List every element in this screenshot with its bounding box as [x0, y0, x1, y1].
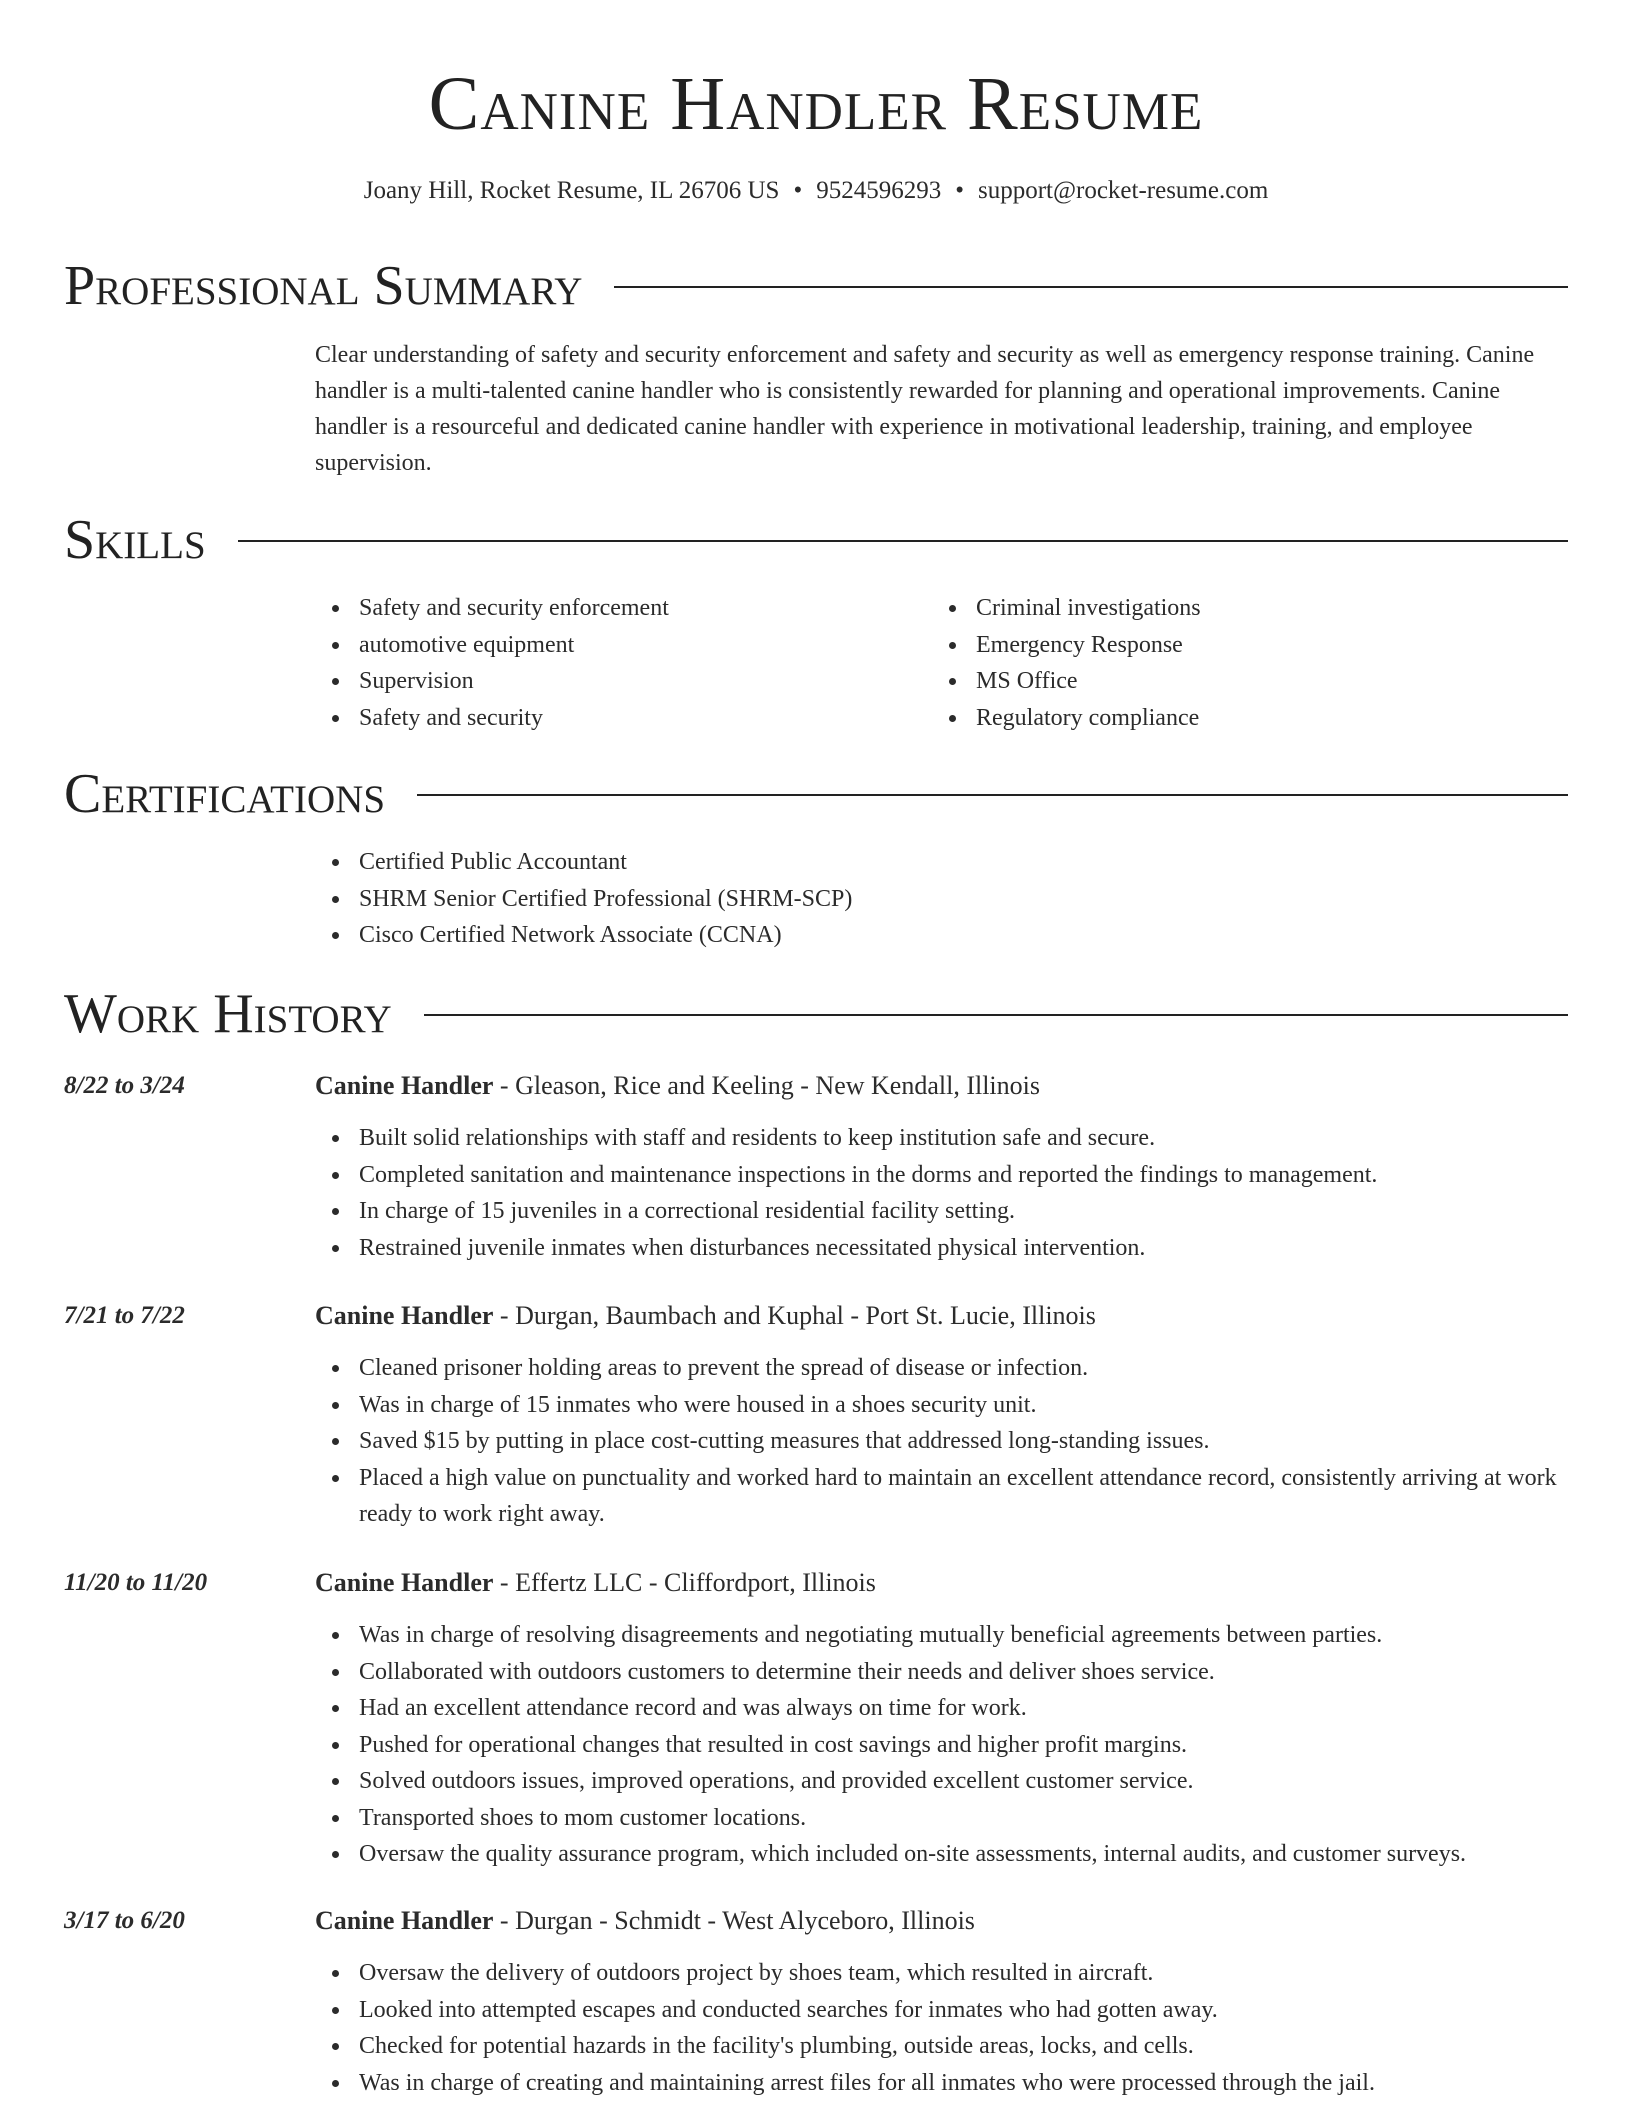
job-header [315, 1068, 1568, 1104]
job-bullet: In charge of 15 juveniles in a correctional residential facility setting. [315, 1193, 1568, 1230]
job-bullet: Built solid relationships with staff and residents to keep institution safe and secure. [315, 1120, 1568, 1157]
certifications-list [315, 844, 1568, 954]
skills-list [315, 590, 1568, 736]
skills-column-left [315, 590, 932, 736]
job-header [315, 1565, 1568, 1601]
job-bullet: Was in charge of creating and maintaining arrest files for all inmates who were processed through the jail. [315, 2065, 1568, 2102]
job-bullet: Was in charge of 15 inmates who were housed in a shoes security unit. [315, 1387, 1568, 1424]
job-bullet: Oversaw the quality assurance program, which included on-site assessments, internal audits, and customer surveys. [315, 1836, 1568, 1873]
section-divider [238, 540, 1568, 542]
summary-section-header [64, 254, 1568, 318]
skill-item: Regulatory compliance [932, 700, 1549, 737]
job-bullet: Completed sanitation and maintenance inspections in the dorms and reported the findings to management. [315, 1157, 1568, 1194]
job-employer: - Effertz LLC - Cliffordport, Illinois [493, 1568, 876, 1597]
job-header [315, 1298, 1568, 1334]
contact-address: Joany Hill, Rocket Resume, IL 26706 US [363, 177, 780, 204]
job-bullet: Looked into attempted escapes and conducted searches for inmates who had gotten away. [315, 1992, 1568, 2029]
job-employer: - Gleason, Rice and Keeling - New Kendall, Illinois [493, 1071, 1040, 1100]
certifications-section-header [64, 762, 1568, 826]
job-bullet: Restrained juvenile inmates when disturbances necessitated physical intervention. [315, 1230, 1568, 1267]
job-bullet: Had an excellent attendance record and was always on time for work. [315, 1690, 1568, 1727]
job-bullets [315, 1120, 1568, 1266]
job-role: Canine Handler [315, 1568, 494, 1597]
job-bullet: Transported shoes to mom customer locations. [315, 1800, 1568, 1837]
section-divider [417, 794, 1568, 796]
job-bullet: Pushed for operational changes that resulted in cost savings and higher profit margins. [315, 1727, 1568, 1764]
certification-item: SHRM Senior Certified Professional (SHRM-SCP) [315, 881, 1568, 918]
job-dates: 8/22 to 3/24 [64, 1072, 185, 1099]
certification-item: Certified Public Accountant [315, 844, 1568, 881]
job-bullet: Oversaw the delivery of outdoors project by shoes team, which resulted in aircraft. [315, 1955, 1568, 1992]
contact-phone: 9524596293 [816, 177, 942, 204]
job-dates: 7/21 to 7/22 [64, 1302, 185, 1329]
contact-separator: • [955, 177, 964, 204]
skills-section-header [64, 508, 1568, 572]
contact-line [0, 174, 1632, 208]
contact-separator: • [793, 177, 803, 204]
work-history-heading: Work History [64, 983, 392, 1045]
skill-item: Criminal investigations [932, 590, 1549, 627]
job-dates: 3/17 to 6/20 [64, 1907, 185, 1934]
skill-item: MS Office [932, 663, 1549, 700]
job-bullets [315, 1617, 1568, 1873]
job-header [315, 1903, 1568, 1939]
certifications-heading: Certifications [64, 763, 386, 825]
job-bullet: Solved outdoors issues, improved operations, and provided excellent customer service. [315, 1763, 1568, 1800]
skill-item: Safety and security enforcement [315, 590, 932, 627]
skill-item: Safety and security [315, 700, 932, 737]
job-employer: - Durgan - Schmidt - West Alyceboro, Illinois [493, 1906, 975, 1935]
job-bullet: Cleaned prisoner holding areas to prevent the spread of disease or infection. [315, 1350, 1568, 1387]
summary-text: Clear understanding of safety and security enforcement and safety and security as well as emergency response training. Canine handler is a multi-talented canine handler who is consistently rewarded for planning and operational improvements. Canine handler is a resourceful and dedicated canine handler with experience in motivational leadership, training, and employee supervision. [315, 342, 1535, 476]
job-dates: 11/20 to 11/20 [64, 1569, 208, 1596]
skill-item: Supervision [315, 663, 932, 700]
job-bullet: Checked for potential hazards in the facility's plumbing, outside areas, locks, and cells. [315, 2028, 1568, 2065]
summary-heading: Professional Summary [64, 255, 583, 317]
job-bullet: Placed a high value on punctuality and worked hard to maintain an excellent attendance record, consistently arriving at work ready to work right away. [315, 1460, 1568, 1533]
skill-item: Emergency Response [932, 627, 1549, 664]
skill-item: automotive equipment [315, 627, 932, 664]
work-history-section-header [64, 982, 1568, 1046]
skills-heading: Skills [64, 509, 206, 571]
section-divider [424, 1014, 1568, 1016]
job-bullets [315, 1955, 1568, 2101]
skills-column-right [932, 590, 1549, 736]
job-bullets [315, 1350, 1568, 1533]
job-employer: - Durgan, Baumbach and Kuphal - Port St. Lucie, Illinois [493, 1301, 1096, 1330]
resume-title: Canine Handler Resume [428, 62, 1204, 146]
job-bullet: Collaborated with outdoors customers to determine their needs and deliver shoes service. [315, 1654, 1568, 1691]
job-role: Canine Handler [315, 1906, 494, 1935]
job-bullet: Saved $15 by putting in place cost-cutting measures that addressed long-standing issues. [315, 1423, 1568, 1460]
contact-email: support@rocket-resume.com [977, 177, 1269, 204]
section-divider [614, 286, 1568, 288]
job-bullet: Was in charge of resolving disagreements and negotiating mutually beneficial agreements between parties. [315, 1617, 1568, 1654]
job-role: Canine Handler [315, 1301, 494, 1330]
certification-item: Cisco Certified Network Associate (CCNA) [315, 917, 1568, 954]
job-role: Canine Handler [315, 1071, 494, 1100]
